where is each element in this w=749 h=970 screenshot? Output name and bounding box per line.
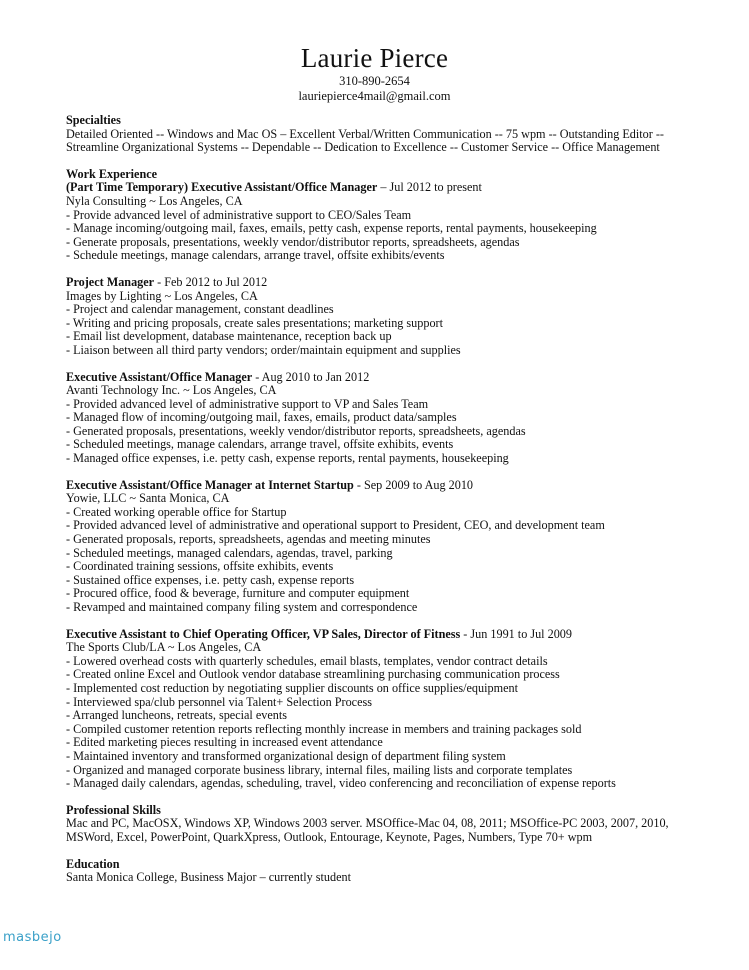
education-heading: Education — [66, 856, 120, 871]
email-address: lauriepierce4mail@gmail.com — [298, 89, 451, 103]
job-bullet: - Manage incoming/outgoing mail, faxes, emails, petty cash, expense reports, rental payments, housekeeping — [66, 221, 597, 236]
job-bullet: - Managed flow of incoming/outgoing mail, faxes, emails, product data/samples — [66, 410, 457, 425]
job-bullet: - Provided advanced level of administrative and operational support to President, CEO, and development team — [66, 518, 605, 533]
job-title-line — [66, 479, 706, 493]
job-dates: – Jul 2012 to present — [377, 180, 482, 195]
job-bullet: - Liaison between all third party vendors; order/maintain equipment and supplies — [66, 342, 461, 357]
job-dates: - Sep 2009 to Aug 2010 — [353, 477, 474, 492]
job-bullet: - Coordinated training sessions, offsite exhibits, events — [66, 559, 334, 574]
job-entry — [66, 479, 706, 615]
phone-number: 310-890-2654 — [339, 74, 410, 88]
job-role: Executive Assistant/Office Manager at Internet Startup — [66, 477, 354, 492]
job-role: Executive Assistant/Office Manager — [66, 369, 253, 384]
specialties-section — [66, 114, 706, 155]
job-bullet: - Procured office, food & beverage, furniture and computer equipment — [66, 586, 410, 601]
job-bullet: - Sustained office expenses, i.e. petty cash, expense reports — [66, 572, 355, 587]
job-bullet: - Maintained inventory and transformed organizational design of department filing system — [66, 748, 506, 763]
job-bullet: - Generate proposals, presentations, weekly vendor/distributor reports, spreadsheets, agendas — [66, 234, 520, 249]
education-section — [66, 858, 706, 885]
job-bullet: - Writing and pricing proposals, create sales presentations; marketing support — [66, 315, 443, 330]
job-bullet: - Lowered overhead costs with quarterly schedules, email blasts, templates, vendor contract details — [66, 653, 548, 668]
job-title-line — [66, 276, 706, 290]
job-bullet: - Email list development, database maintenance, reception back up — [66, 329, 392, 344]
job-bullet: - Organized and managed corporate business library, internal files, mailing lists and corporate templates — [66, 762, 573, 777]
job-entry — [66, 181, 706, 263]
job-entry — [66, 276, 706, 358]
resume-body — [66, 114, 706, 885]
job-company: Nyla Consulting ~ Los Angeles, CA — [66, 193, 243, 208]
work-experience-heading: Work Experience — [66, 166, 158, 181]
job-entry — [66, 628, 706, 791]
skills-section — [66, 804, 706, 845]
skills-heading: Professional Skills — [66, 802, 161, 817]
resume-name: Laurie Pierce — [300, 43, 449, 73]
job-bullet: - Implemented cost reduction by negotiating supplier discounts on office supplies/equipment — [66, 680, 518, 695]
job-bullet: - Schedule meetings, manage calendars, arrange travel, offsite exhibits/events — [66, 248, 445, 263]
job-bullet: - Scheduled meetings, manage calendars, arrange travel, offsite exhibits, events — [66, 437, 454, 452]
job-company: Yowie, LLC ~ Santa Monica, CA — [66, 491, 230, 506]
job-title-line — [66, 628, 706, 642]
job-bullet: - Generated proposals, reports, spreadsheets, agendas and meeting minutes — [66, 532, 431, 547]
job-role: Project Manager — [66, 274, 155, 289]
job-bullet: - Edited marketing pieces resulting in increased event attendance — [66, 735, 383, 750]
job-bullet: - Compiled customer retention reports reflecting monthly increase in members and training packages sold — [66, 721, 582, 736]
job-bullet: - Provide advanced level of administrative support to CEO/Sales Team — [66, 207, 412, 222]
job-bullet: - Created online Excel and Outlook vendor database streamlining purchasing communication process — [66, 667, 560, 682]
job-bullet: - Arranged luncheons, retreats, special events — [66, 708, 287, 723]
job-dates: - Jun 1991 to Jul 2009 — [460, 626, 572, 641]
job-title-line — [66, 181, 706, 195]
job-role: (Part Time Temporary) Executive Assistant/Office Manager — [66, 180, 378, 195]
skills-line: MSWord, Excel, PowerPoint, QuarkXpress, Outlook, Entourage, Keynote, Pages, Numbers, Type 70+ wpm — [66, 829, 593, 844]
job-company: Images by Lighting ~ Los Angeles, CA — [66, 288, 258, 303]
job-dates: - Feb 2012 to Jul 2012 — [154, 274, 268, 289]
job-entry — [66, 371, 706, 466]
job-company: Avanti Technology Inc. ~ Los Angeles, CA — [66, 383, 277, 398]
job-bullet: - Created working operable office for Startup — [66, 504, 287, 519]
job-bullet: - Interviewed spa/club personnel via Talent+ Selection Process — [66, 694, 372, 709]
work-experience-section — [66, 168, 706, 791]
job-bullet: - Managed daily calendars, agendas, scheduling, travel, video conferencing and reconciliation of expense reports — [66, 776, 616, 791]
job-bullet: - Project and calendar management, constant deadlines — [66, 302, 334, 317]
specialties-line: Detailed Oriented -- Windows and Mac OS – Excellent Verbal/Written Communication -- 75 wpm -- Outstanding Editor -- — [66, 126, 664, 141]
job-bullet: - Scheduled meetings, managed calendars, agendas, travel, parking — [66, 545, 393, 560]
job-bullet: - Revamped and maintained company filing system and correspondence — [66, 600, 418, 614]
skills-line: Mac and PC, MacOSX, Windows XP, Windows 2003 server. MSOffice-Mac 04, 08, 2011; MSOffice-PC 2003, 2007, 2010, — [66, 816, 669, 831]
specialties-line: Streamline Organizational Systems -- Dependable -- Dedication to Excellence -- Customer Service -- Office Management — [66, 140, 660, 155]
job-company: The Sports Club/LA ~ Los Angeles, CA — [66, 640, 262, 655]
job-title-line — [66, 371, 706, 385]
education-line: Santa Monica College, Business Major – currently student — [66, 870, 352, 885]
specialties-heading: Specialties — [66, 113, 121, 127]
job-bullet: - Provided advanced level of administrative support to VP and Sales Team — [66, 396, 429, 411]
job-dates: - Aug 2010 to Jan 2012 — [252, 369, 370, 384]
job-role: Executive Assistant to Chief Operating Officer, VP Sales, Director of Fitness — [66, 626, 461, 641]
watermark: masbejo — [3, 930, 62, 945]
job-bullet: - Managed office expenses, i.e. petty cash, expense reports, rental payments, housekeeping — [66, 451, 509, 466]
job-bullet: - Generated proposals, presentations, weekly vendor/distributor reports, spreadsheets, agendas — [66, 423, 526, 438]
